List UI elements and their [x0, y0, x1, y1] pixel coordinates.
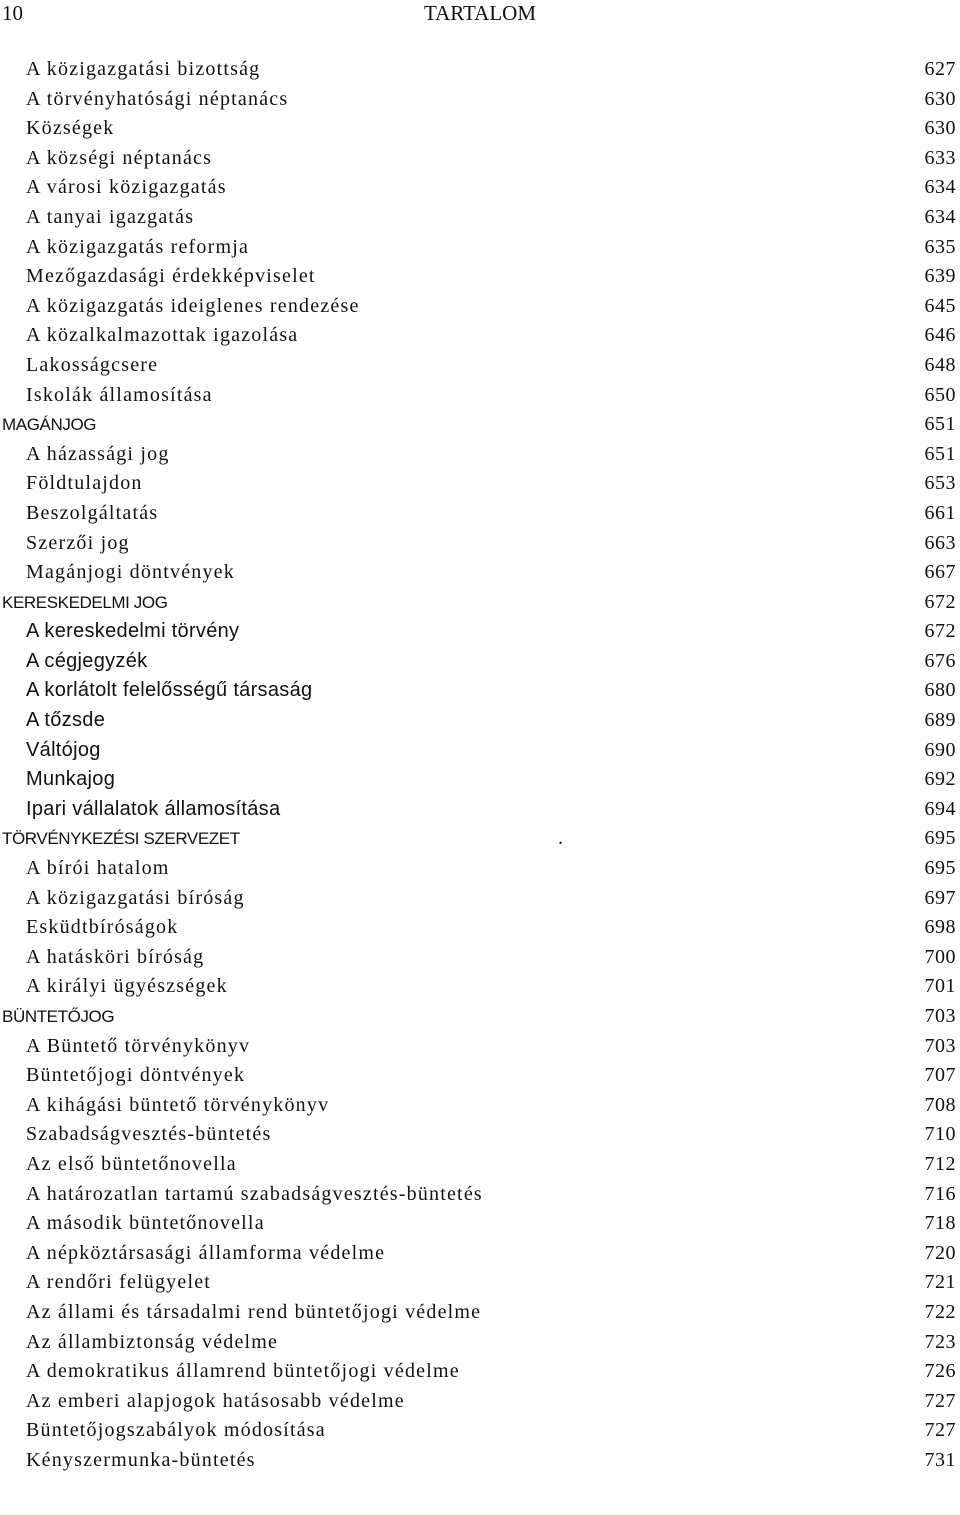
toc-entry	[0, 262, 960, 292]
page-reference: 672	[924, 590, 956, 613]
toc-entry	[0, 499, 960, 529]
entry-title: A kereskedelmi törvény	[26, 620, 240, 643]
page-reference: 690	[924, 738, 956, 761]
toc-entry	[0, 203, 960, 233]
page-reference: 661	[924, 501, 956, 524]
page-reference: 698	[924, 916, 956, 939]
entry-title: Beszolgáltatás	[26, 501, 159, 524]
entry-title: Büntetőjogszabályok módosítása	[26, 1419, 326, 1442]
entry-title: Kényszermunka-büntetés	[26, 1448, 256, 1471]
page-reference: 695	[924, 827, 956, 850]
page-reference: 663	[924, 531, 956, 554]
entry-title: Esküdtbíróságok	[26, 916, 179, 939]
page-reference: 708	[924, 1093, 956, 1116]
toc-entry	[0, 765, 960, 795]
page-reference: 689	[924, 709, 956, 732]
toc-entry	[0, 381, 960, 411]
toc-entry	[0, 676, 960, 706]
page-reference: 716	[924, 1182, 956, 1205]
entry-title: A királyi ügyészségek	[26, 975, 228, 998]
entry-title: A városi közigazgatás	[26, 176, 227, 199]
entry-title: Magánjogi döntvények	[26, 561, 235, 584]
entry-title: Büntetőjogi döntvények	[26, 1064, 246, 1087]
entry-title: A népköztársasági államforma védelme	[26, 1241, 386, 1264]
entry-title: Váltójog	[26, 738, 101, 761]
toc-entry	[0, 292, 960, 322]
page-reference: 646	[924, 324, 956, 347]
toc-entry	[0, 529, 960, 559]
entry-title: Szabadságvesztés-büntetés	[26, 1123, 272, 1146]
entry-title: A közigazgatás reformja	[26, 235, 250, 258]
page-reference: 727	[924, 1389, 956, 1412]
page-reference: 710	[924, 1123, 956, 1146]
toc-entry	[0, 1387, 960, 1417]
entry-title: Földtulajdon	[26, 472, 143, 495]
entry-title: A törvényhatósági néptanács	[26, 87, 289, 110]
toc-entry	[0, 321, 960, 351]
toc-section-heading	[0, 410, 960, 440]
entry-title: Az állami és társadalmi rend büntetőjogi védelme	[26, 1300, 482, 1323]
section-title: TÖRVÉNYKEZÉSI SZERVEZET	[2, 829, 240, 849]
toc-entry	[0, 647, 960, 677]
toc-entry	[0, 884, 960, 914]
entry-title: A határozatlan tartamú szabadságvesztés-büntetés	[26, 1182, 483, 1205]
page-reference: 703	[924, 1034, 956, 1057]
entry-title: Munkajog	[26, 768, 116, 791]
toc-entry	[0, 617, 960, 647]
toc-section-heading	[0, 1002, 960, 1032]
toc-entry	[0, 1328, 960, 1358]
entry-title: A közigazgatási bíróság	[26, 886, 245, 909]
entry-title: A tanyai igazgatás	[26, 205, 195, 228]
running-head: TARTALOM	[423, 1, 537, 25]
toc-entry	[0, 440, 960, 470]
toc-entry	[0, 1268, 960, 1298]
page-reference: 723	[924, 1330, 956, 1353]
entry-title: Lakosságcsere	[26, 353, 159, 376]
page-reference: 722	[924, 1300, 956, 1323]
toc-entry	[0, 1298, 960, 1328]
toc-entry	[0, 1239, 960, 1269]
page-reference: 672	[924, 620, 956, 643]
toc-entry	[0, 943, 960, 973]
toc-entry	[0, 1091, 960, 1121]
entry-title: A kihágási büntető törvénykönyv	[26, 1093, 330, 1116]
entry-title: A községi néptanács	[26, 146, 213, 169]
page-reference: 645	[924, 294, 956, 317]
table-of-contents	[0, 55, 960, 1476]
toc-entry	[0, 1357, 960, 1387]
page-reference: 701	[924, 975, 956, 998]
entry-title: A közigazgatási bizottság	[26, 58, 261, 80]
entry-title: A közalkalmazottak igazolása	[26, 324, 299, 347]
entry-title: Mezőgazdasági érdekképviselet	[26, 265, 316, 288]
page-reference: 634	[924, 176, 956, 199]
entry-title: A hatásköri bíróság	[26, 945, 205, 968]
page-number: 10	[2, 1, 23, 25]
toc-entry	[0, 706, 960, 736]
page-reference: 634	[924, 205, 956, 228]
toc-entry	[0, 1032, 960, 1062]
page-reference: 653	[924, 472, 956, 495]
entry-title: A közigazgatás ideiglenes rendezése	[26, 294, 360, 317]
page-reference: 651	[924, 442, 956, 465]
entry-title: A rendőri felügyelet	[26, 1271, 212, 1294]
entry-title: A második büntetőnovella	[26, 1212, 265, 1235]
leader-dot: .	[558, 827, 563, 850]
toc-entry	[0, 795, 960, 825]
toc-entry	[0, 351, 960, 381]
entry-title: A tőzsde	[26, 709, 106, 732]
page-reference: 697	[924, 886, 956, 909]
toc-entry	[0, 1180, 960, 1210]
entry-title: A korlátolt felelősségű társaság	[26, 679, 313, 702]
toc-entry	[0, 85, 960, 115]
section-title: MAGÁNJOG	[2, 415, 97, 435]
toc-entry	[0, 144, 960, 174]
page-reference: 712	[924, 1152, 956, 1175]
page-reference: 703	[924, 1005, 956, 1027]
toc-entry	[0, 1209, 960, 1239]
page-reference: 731	[924, 1448, 956, 1471]
page-reference: 720	[924, 1241, 956, 1264]
toc-entry	[0, 1120, 960, 1150]
toc-entry	[0, 55, 960, 85]
page-reference: 667	[924, 561, 956, 584]
page-reference: 651	[924, 413, 956, 436]
page-reference: 630	[924, 117, 956, 140]
page-reference: 680	[924, 679, 956, 702]
entry-title: Az első büntetőnovella	[26, 1152, 237, 1175]
toc-entry	[0, 114, 960, 144]
toc-entry	[0, 854, 960, 884]
page-reference: 695	[924, 857, 956, 880]
toc-entry	[0, 1416, 960, 1446]
page-reference: 707	[924, 1064, 956, 1087]
page-reference: 650	[924, 383, 956, 406]
page-reference: 692	[924, 768, 956, 791]
toc-entry	[0, 233, 960, 263]
toc-entry	[0, 173, 960, 203]
entry-title: Szerzői jog	[26, 531, 130, 554]
entry-title: Az állambiztonság védelme	[26, 1330, 279, 1353]
page-reference: 633	[924, 146, 956, 169]
entry-title: Iskolák államosítása	[26, 383, 213, 406]
toc-entry	[0, 558, 960, 588]
page-reference: 718	[924, 1212, 956, 1235]
page-reference: 694	[924, 797, 956, 820]
page-reference: 721	[924, 1271, 956, 1294]
entry-title: A demokratikus államrend büntetőjogi védelme	[26, 1360, 460, 1383]
page-reference: 627	[924, 58, 956, 80]
toc-section-heading	[0, 824, 960, 854]
section-title: KERESKEDELMI JOG	[2, 592, 168, 612]
entry-title: A házassági jog	[26, 442, 170, 465]
page-reference: 700	[924, 945, 956, 968]
entry-title: A bírói hatalom	[26, 857, 170, 880]
entry-title: Ipari vállalatok államosítása	[26, 797, 281, 820]
toc-entry	[0, 469, 960, 499]
page-reference: 727	[924, 1419, 956, 1442]
toc-entry	[0, 1061, 960, 1091]
page-reference: 639	[924, 265, 956, 288]
toc-entry	[0, 972, 960, 1002]
page-reference: 676	[924, 649, 956, 672]
toc-section-heading	[0, 588, 960, 618]
section-title: BÜNTETŐJOG	[2, 1007, 115, 1026]
entry-title: Az emberi alapjogok hatásosabb védelme	[26, 1389, 405, 1412]
entry-title: A Büntető törvénykönyv	[26, 1034, 251, 1057]
toc-entry	[0, 1150, 960, 1180]
page-reference: 726	[924, 1360, 956, 1383]
toc-entry	[0, 913, 960, 943]
toc-entry	[0, 1446, 960, 1476]
page-reference: 635	[924, 235, 956, 258]
toc-entry	[0, 736, 960, 766]
page-reference: 630	[924, 87, 956, 110]
entry-title: Községek	[26, 117, 115, 140]
page-reference: 648	[924, 353, 956, 376]
entry-title: A cégjegyzék	[26, 649, 148, 672]
